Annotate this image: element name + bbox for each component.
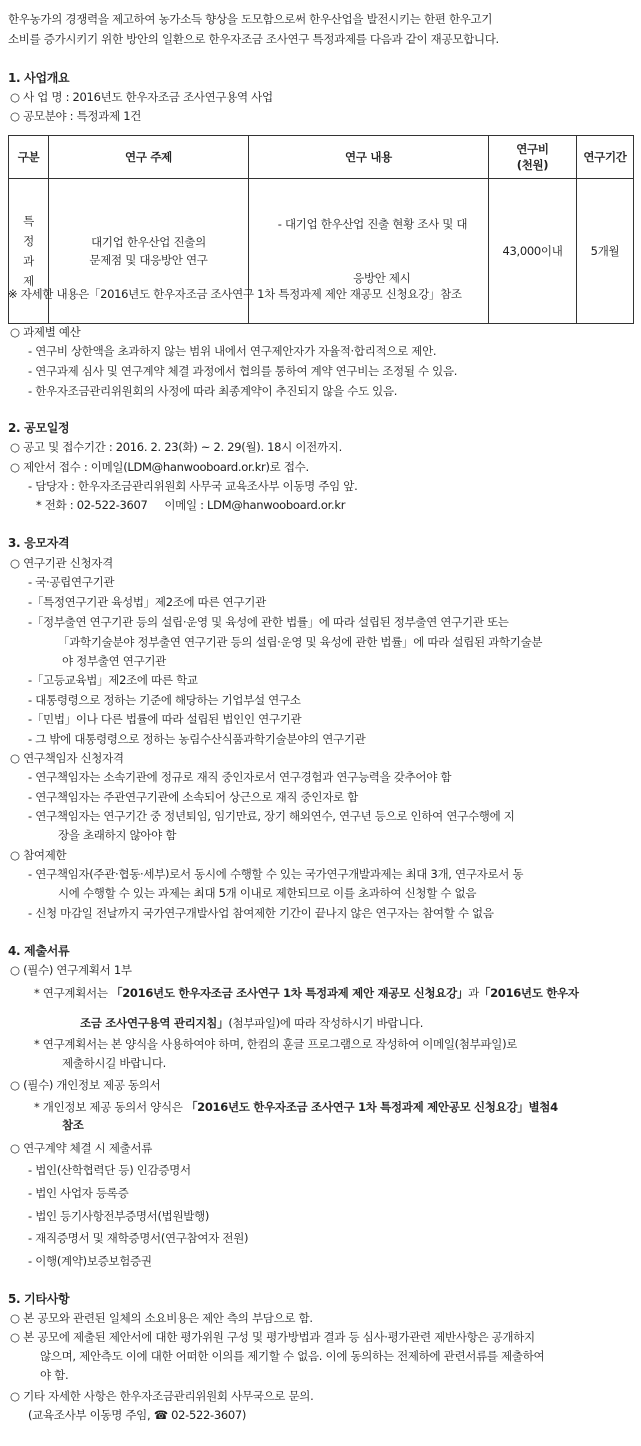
doc-item: - 법인 등기사항전부증명서(법원발행) [28, 1209, 210, 1223]
doc-item: - 법인(산학협력단 등) 인감증명서 [28, 1163, 191, 1177]
category-char: 특 [23, 214, 34, 228]
topic-line: 대기업 한우산업 진출의 [91, 235, 206, 249]
table-header-row [9, 136, 634, 179]
misc-item: ○ 본 공모에 제출된 제안서에 대한 평가위원 구성 및 평가방법과 결과 등 심사·평가관련 제반사항은 공개하지 [10, 1330, 535, 1344]
category-char: 정 [23, 234, 34, 248]
eligibility-item: - 연구책임자는 주관연구기관에 소속되어 상근으로 재직 중인자로 함 [28, 790, 358, 804]
field-count: ○ 공모분야 : 특정과제 1건 [10, 109, 142, 123]
doc-note-bold: 「2016년도 한우자조금 조사연구 1차 특정과제 제안공모 신청요강」별첨4 [185, 1100, 558, 1114]
schedule-phone-email: * 전화 : 02-522-3607 이메일 : LDM@hanwooboard.or.kr [36, 498, 346, 512]
eligibility-item: - 그 밖에 대통령령으로 정하는 농림수산식품과학기술분야의 연구기관 [28, 732, 366, 746]
eligibility-group-title: ○ 연구기관 신청자격 [10, 556, 113, 570]
doc-note-cont: 제출하시길 바랍니다. [62, 1056, 166, 1070]
doc-note-bold: 「2016년도 한우자 [478, 986, 579, 1000]
misc-item-cont: 않으며, 제안측도 이에 대한 어떠한 이의를 제기할 수 없음. 이에 동의하는 전제하에 관련서류를 제출하여 [40, 1349, 545, 1363]
eligibility-item-cont: 「과학기술분야 정부출연 연구기관 등의 설립·운영 및 육성에 관한 법률」에 따라 설립된 과학기술분 [58, 635, 543, 649]
category-char: 제 [23, 274, 34, 288]
eligibility-item: -「고등교육법」제2조에 따른 학교 [28, 673, 198, 687]
doc-note [34, 985, 579, 1001]
section-4-title: 4. 제출서류 [8, 944, 70, 958]
header-budget-unit: (천원) [516, 158, 549, 172]
schedule-item: ○ 제안서 접수 : 이메일(LDM@hanwooboard.or.kr)로 접수. [10, 460, 309, 474]
section-3-title: 3. 응모자격 [8, 536, 70, 550]
eligibility-group-title: ○ 참여제한 [10, 848, 67, 862]
misc-contact: (교육조사부 이동명 주임, ☎ 02-522-3607) [28, 1408, 247, 1422]
schedule-item: ○ 공고 및 접수기간 : 2016. 2. 23(화) ~ 2. 29(월). 18시 이전까지. [10, 440, 342, 454]
topic-line: 문제점 및 대응방안 연구 [89, 253, 208, 267]
section-1-title: 1. 사업개요 [8, 71, 70, 85]
budget-item: - 한우자조금관리위원회의 사정에 따라 최종계약이 추진되지 않을 수도 있음. [28, 384, 398, 398]
eligibility-item: -「특정연구기관 육성법」제2조에 따른 연구기관 [28, 595, 266, 609]
section-2-title: 2. 공모일정 [8, 421, 70, 435]
intro-line-1: 한우농가의 경쟁력을 제고하여 농가소득 향상을 도모함으로써 한우산업을 발전시키는 한편 한우고기 [8, 12, 493, 26]
doc-title: ○ (필수) 개인정보 제공 동의서 [10, 1078, 161, 1092]
header-category: 구분 [9, 136, 49, 179]
doc-note-text: * 연구계획서는 [34, 986, 112, 1000]
budget-title: ○ 과제별 예산 [10, 325, 81, 339]
intro-line-2: 소비를 증가시키기 위한 방안의 일환으로 한우자조금 조사연구 특정과제를 다음과 같이 재공모합니다. [8, 32, 499, 46]
misc-item-cont: 야 함. [40, 1368, 69, 1382]
eligibility-item: - 연구책임자는 연구기간 중 정년퇴임, 임기만료, 장기 해외연수, 연구년 등으로 인하여 연구수행에 지 [28, 809, 515, 823]
header-period: 연구기간 [577, 136, 634, 179]
category-char: 과 [23, 254, 34, 268]
eligibility-item-cont: 야 정부출연 연구기관 [62, 654, 166, 668]
cell-period: 5개월 [577, 179, 634, 324]
misc-item: ○ 기타 자세한 사항은 한우자조금관리위원회 사무국으로 문의. [10, 1389, 314, 1403]
header-budget [489, 136, 577, 179]
doc-note-cont: 참조 [62, 1118, 84, 1132]
eligibility-item: -「정부출연 연구기관 등의 설립·운영 및 육성에 관한 법률」에 따라 설립된 정부출연 연구기관 또는 [28, 615, 509, 629]
eligibility-item: - 국·공립연구기관 [28, 575, 115, 589]
project-name: ○ 사 업 명 : 2016년도 한우자조금 조사연구용역 사업 [10, 90, 273, 104]
misc-item: ○ 본 공모와 관련된 일체의 소요비용은 제안 측의 부담으로 함. [10, 1311, 313, 1325]
doc-note-cont [80, 1015, 423, 1031]
doc-note [34, 1099, 558, 1115]
content-line: 응방안 제시 [346, 271, 411, 285]
header-budget-label: 연구비 [516, 142, 549, 156]
eligibility-item: - 연구책임자는 소속기관에 정규로 재직 중인자로서 연구경험과 연구능력을 갖추어야 함 [28, 770, 452, 784]
schedule-contact: - 담당자 : 한우자조금관리위원회 사무국 교육조사부 이동명 주임 앞. [28, 479, 358, 493]
budget-item: - 연구과제 심사 및 연구계약 체결 과정에서 협의를 통하여 계약 연구비는 조정될 수 있음. [28, 364, 458, 378]
doc-title: ○ (필수) 연구계획서 1부 [10, 963, 132, 977]
eligibility-item: -「민법」이나 다른 법률에 따라 설립된 법인인 연구기관 [28, 712, 302, 726]
doc-note-bold: 「2016년도 한우자조금 조사연구 1차 특정과제 제안 재공모 신청요강」 [111, 986, 469, 1000]
eligibility-group-title: ○ 연구책임자 신청자격 [10, 751, 124, 765]
header-content: 연구 내용 [249, 136, 489, 179]
content-line: - 대기업 한우산업 진출 현황 조사 및 대 [277, 217, 468, 231]
eligibility-item: - 연구책임자(주관·협동·세부)로서 동시에 수행할 수 있는 국가연구개발과제는 최대 3개, 연구자로서 동 [28, 867, 524, 881]
section-5-title: 5. 기타사항 [8, 1292, 70, 1306]
cell-budget: 43,000이내 [489, 179, 577, 324]
doc-note-text: * 개인정보 제공 동의서 양식은 [34, 1100, 186, 1114]
doc-note-text: (첨부파일)에 따라 작성하시기 바랍니다. [228, 1016, 424, 1030]
eligibility-item-cont: 장을 초래하지 않아야 함 [58, 828, 177, 842]
eligibility-item-cont: 시에 수행할 수 있는 과제는 최대 5개 이내로 제한되므로 이를 초과하여 신청할 수 없음 [58, 886, 477, 900]
doc-item: - 재직증명서 및 재학증명서(연구참여자 전원) [28, 1231, 249, 1245]
doc-note: * 연구계획서는 본 양식을 사용하여야 하며, 한컴의 훈글 프로그램으로 작성하여 이메일(첨부파일)로 [34, 1037, 518, 1051]
doc-note-text: 과 [468, 986, 479, 1000]
doc-item: - 이행(계약)보증보험증권 [28, 1254, 152, 1268]
budget-item: - 연구비 상한액을 초과하지 않는 범위 내에서 연구제안자가 자율적·합리적으로 제안. [28, 344, 437, 358]
header-topic: 연구 주제 [49, 136, 249, 179]
eligibility-item: - 신청 마감일 전날까지 국가연구개발사업 참여제한 기간이 끝나지 않은 연구자는 참여할 수 없음 [28, 906, 494, 920]
table-note: ※ 자세한 내용은「2016년도 한우자조금 조사연구 1차 특정과제 제안 재공모 신청요강」참조 [8, 287, 462, 301]
doc-item: - 법인 사업자 등록증 [28, 1186, 129, 1200]
doc-title: ○ 연구계약 체결 시 제출서류 [10, 1141, 153, 1155]
eligibility-item: - 대통령령으로 정하는 기준에 해당하는 기업부설 연구소 [28, 693, 301, 707]
doc-note-bold: 조금 조사연구용역 관리지침」 [80, 1016, 229, 1030]
